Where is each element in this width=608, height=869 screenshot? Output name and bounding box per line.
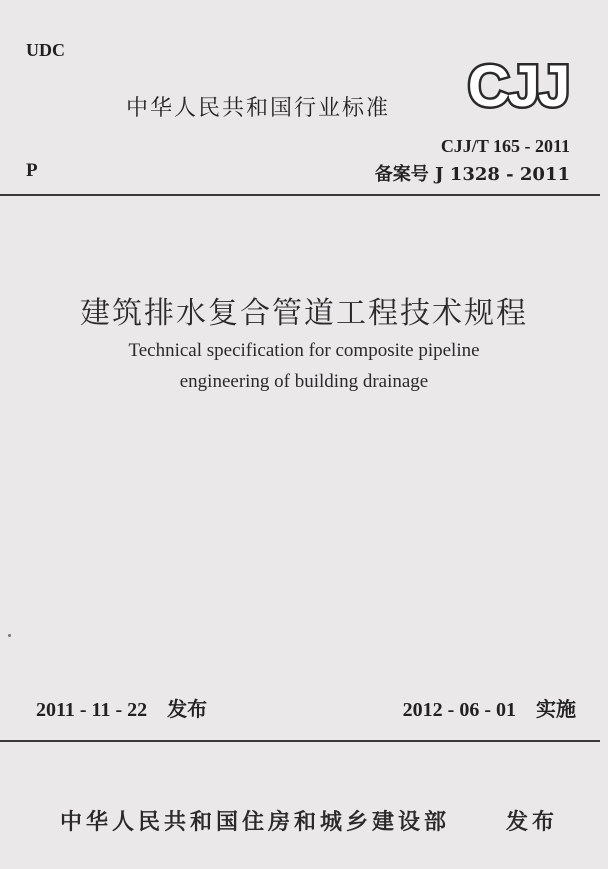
- implement-date: 2012 - 06 - 01: [402, 699, 516, 721]
- title-chinese: 建筑排水复合管道工程技术规程: [80, 296, 528, 331]
- bottom-divider: [0, 740, 600, 742]
- standard-code: CJJ/T 165 - 2011: [440, 136, 570, 156]
- title-english-line1: Technical specification for composite pipeline: [128, 340, 480, 361]
- implement-date-line: [403, 693, 576, 722]
- cjj-logo-text: CJJ: [467, 58, 569, 112]
- cjj-logo: [462, 58, 574, 112]
- filing-number: 备案号 J 1328 - 2011: [374, 164, 570, 185]
- top-divider: [0, 194, 600, 196]
- publisher-name: 中华人民共和国住房和城乡建设部: [60, 810, 451, 835]
- implement-label: 实施: [536, 697, 576, 721]
- issue-date-line: [36, 693, 207, 722]
- publish-label: 发布: [505, 810, 558, 835]
- udc-label: UDC: [26, 40, 65, 60]
- category-letter: P: [26, 160, 38, 181]
- paper-speck: [8, 634, 11, 637]
- issue-date: 2011 - 11 - 22: [36, 699, 148, 721]
- standard-type: 中华人民共和国行业标准: [126, 96, 391, 121]
- title-english-line2: engineering of building drainage: [179, 371, 429, 392]
- issue-label: 发布: [167, 697, 208, 721]
